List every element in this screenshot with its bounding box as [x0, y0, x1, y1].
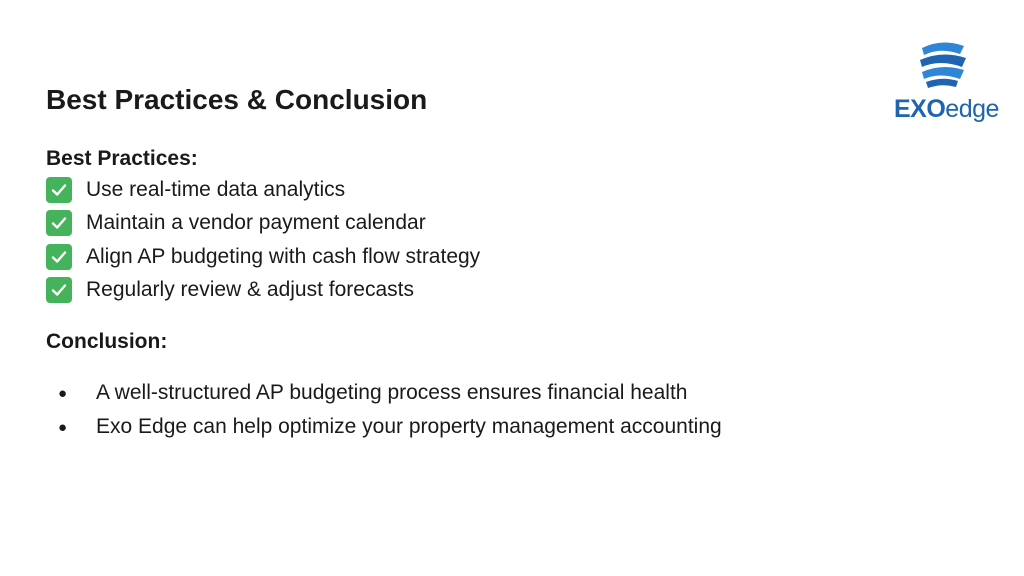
logo-text-exo: EXO: [894, 95, 946, 123]
conclusion-text: A well-structured AP budgeting process ensures financial health: [96, 381, 688, 404]
list-item: [46, 207, 480, 241]
best-practices-heading: Best Practices:: [46, 147, 198, 170]
conclusion-heading: Conclusion:: [46, 330, 168, 353]
best-practice-text: Use real-time data analytics: [86, 177, 346, 201]
list-item: [46, 376, 722, 410]
best-practice-text: Regularly review & adjust forecasts: [86, 278, 414, 302]
slide-title: Best Practices & Conclusion: [46, 84, 428, 115]
exoedge-logo: [892, 38, 999, 128]
logo-text-edge: edge: [945, 95, 999, 123]
best-practice-text: Align AP budgeting with cash flow strategy: [86, 244, 481, 268]
bullet-icon: ●: [58, 384, 68, 402]
exoedge-logo-icon: [912, 38, 972, 90]
list-item: [46, 173, 480, 207]
best-practices-section: [46, 145, 480, 307]
exoedge-logo-text: [894, 94, 999, 124]
green-check-box-icon: [46, 244, 72, 270]
green-check-box-icon: [46, 177, 72, 203]
conclusion-text: Exo Edge can help optimize your property management accounting: [96, 415, 722, 438]
list-item: [46, 240, 480, 274]
green-check-box-icon: [46, 210, 72, 236]
list-item: [46, 274, 480, 308]
green-check-box-icon: [46, 277, 72, 303]
conclusion-list: [46, 376, 722, 444]
best-practices-list: [46, 173, 480, 307]
list-item: [46, 410, 722, 444]
bullet-icon: ●: [58, 418, 68, 436]
best-practice-text: Maintain a vendor payment calendar: [86, 211, 426, 235]
